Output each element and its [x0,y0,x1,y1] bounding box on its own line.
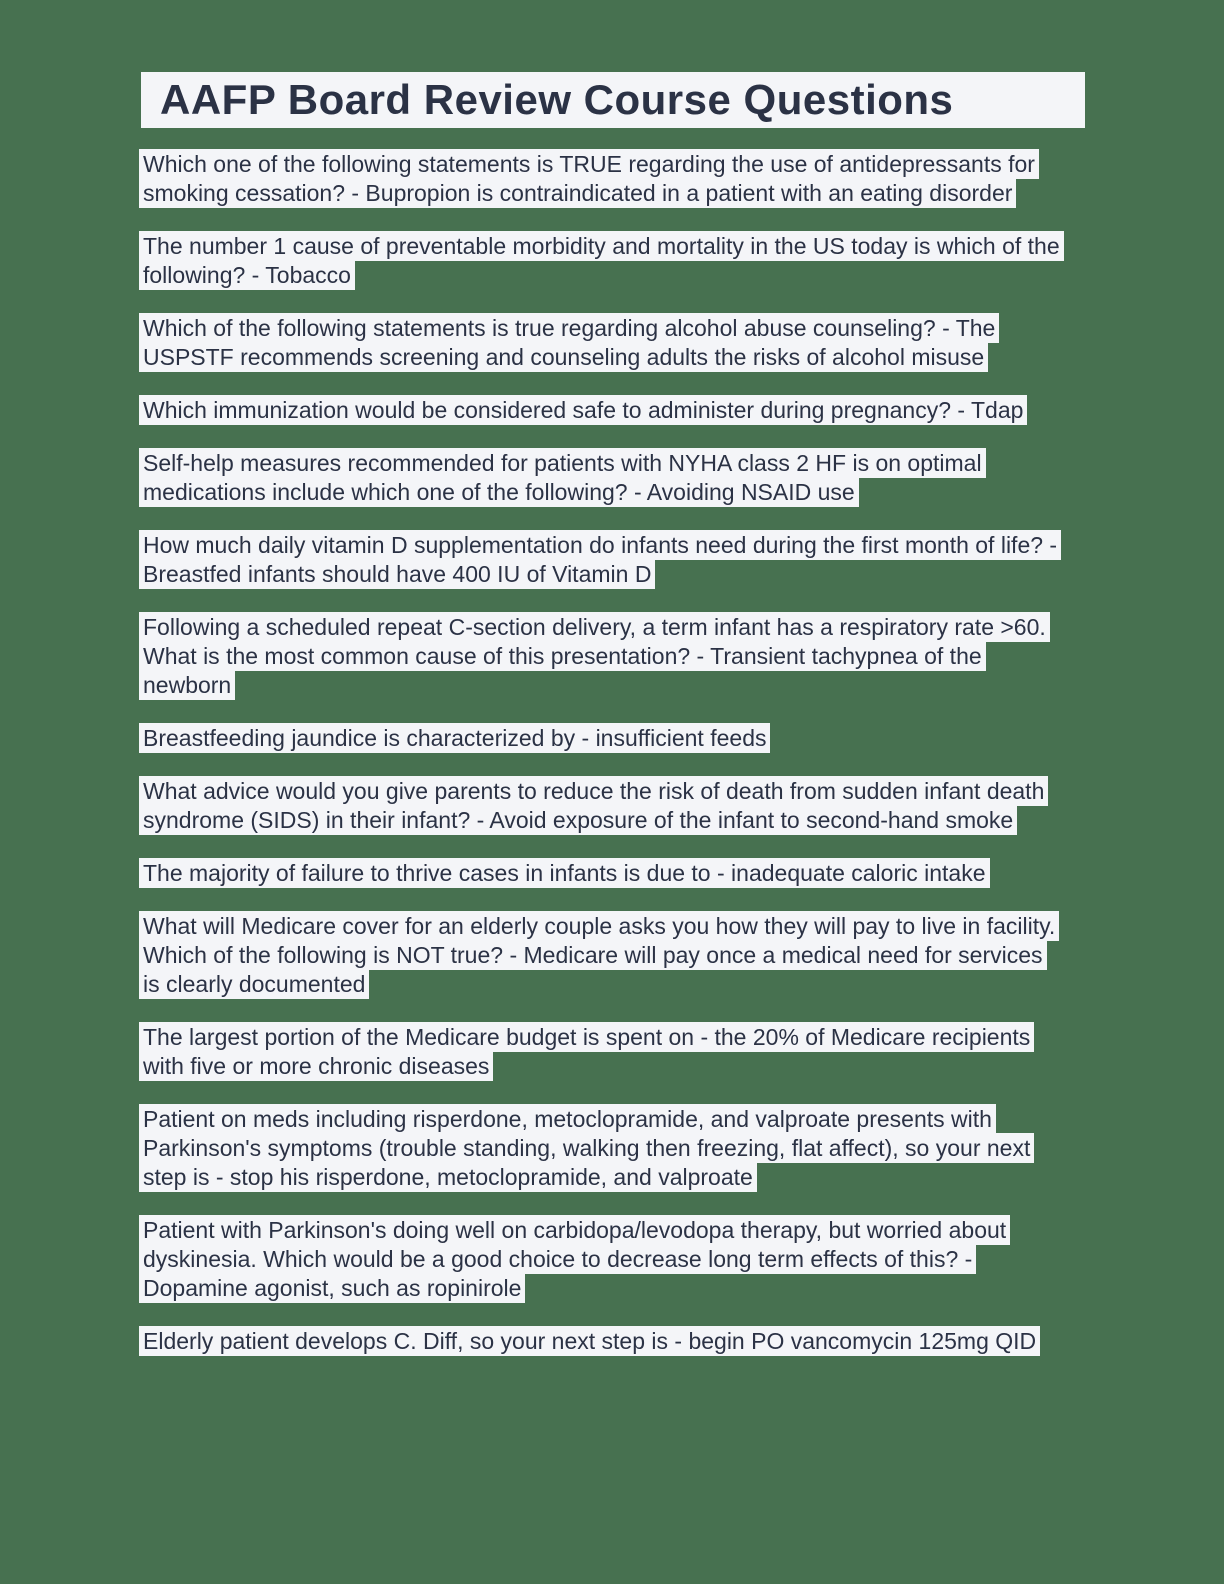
qa-item [139,314,1065,372]
qa-item [139,1023,1065,1081]
qa-item-text: Which immunization would be considered safe to administer during pregnancy? - Tdap [139,395,1027,425]
qa-item-text: The largest portion of the Medicare budget is spent on - the 20% of Medicare recipients with five or more chronic diseases [139,1022,1034,1081]
qa-item [139,1327,1065,1356]
qa-item-text: What advice would you give parents to reduce the risk of death from sudden infant death syndrome (SIDS) in their infant? - Avoid exposure of the infant to second-hand smoke [139,776,1048,835]
qa-item-text: Which one of the following statements is TRUE regarding the use of antidepressants for smoking cessation? - Bupropion is contraindicated in a patient with an eating disorder [139,149,1039,208]
qa-item [139,1216,1065,1303]
qa-item-text: Breastfeeding jaundice is characterized by - insufficient feeds [139,723,770,753]
qa-item [139,531,1065,589]
qa-item [139,150,1065,208]
qa-item-text: What will Medicare cover for an elderly couple asks you how they will pay to live in facility. Which of the following is NOT true? - Medicare will pay once a medical need for services is clearly documented [139,911,1059,999]
qa-item-text: Patient with Parkinson's doing well on carbidopa/levodopa therapy, but worried about dyskinesia. Which would be a good choice to decrease long term effects of this? - Dopamine agonist, such as ropinirole [139,1215,1010,1303]
qa-item [139,396,1065,425]
qa-item [139,859,1065,888]
qa-item-text: Patient on meds including risperdone, metoclopramide, and valproate presents with Parkinson's symptoms (trouble standing, walking then freezing, flat affect), so your next step is - stop his risperdone, metoclopramide, and valproate [139,1104,1034,1192]
qa-item [139,724,1065,753]
qa-item-text: The majority of failure to thrive cases in infants is due to - inadequate caloric intake [139,858,990,888]
qa-item [139,1105,1065,1192]
page-title: AAFP Board Review Course Questions [160,76,954,123]
qa-item-text: Self-help measures recommended for patients with NYHA class 2 HF is on optimal medications include which one of the following? - Avoiding NSAID use [139,448,986,507]
qa-item-text: How much daily vitamin D supplementation do infants need during the first month of life? - Breastfed infants should have 400 IU of Vitamin D [139,530,1061,589]
qa-item-text: The number 1 cause of preventable morbidity and mortality in the US today is which of the following? - Tobacco [139,231,1064,290]
qa-list [139,150,1065,1380]
title-banner [141,72,1085,128]
qa-item-text: Following a scheduled repeat C-section delivery, a term infant has a respiratory rate >60. What is the most common cause of this presentation? - Transient tachypnea of the newborn [139,612,1050,700]
qa-item [139,449,1065,507]
qa-item-text: Which of the following statements is true regarding alcohol abuse counseling? - The USPSTF recommends screening and counseling adults the risks of alcohol misuse [139,313,999,372]
qa-item-text: Elderly patient develops C. Diff, so your next step is - begin PO vancomycin 125mg QID [139,1326,1040,1356]
qa-item [139,232,1065,290]
qa-item [139,777,1065,835]
qa-item [139,912,1065,999]
qa-item [139,613,1065,700]
